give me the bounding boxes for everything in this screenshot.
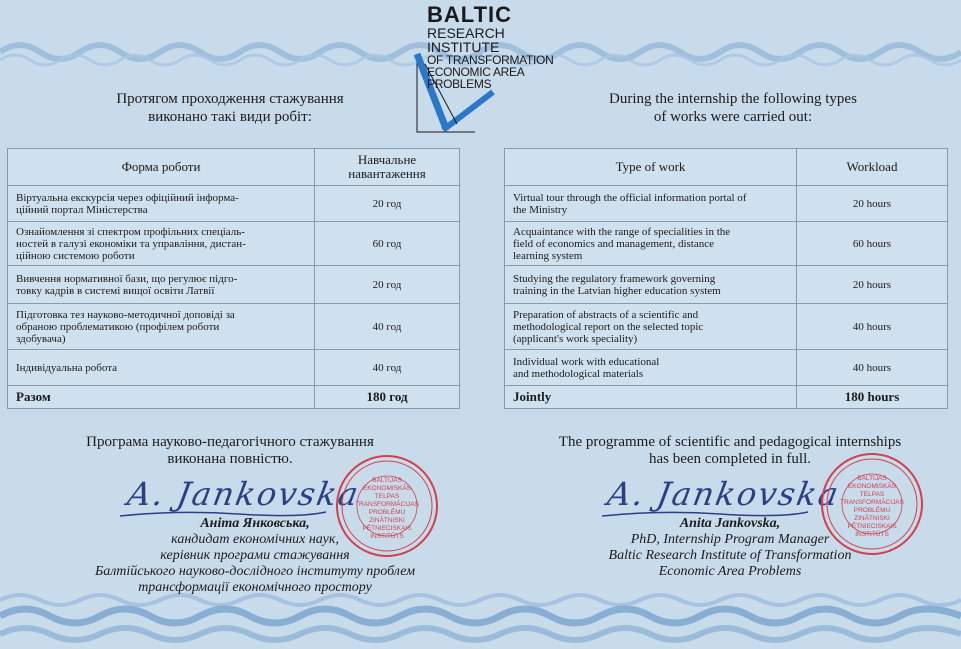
table-row — [505, 304, 948, 350]
left-closing-line-1: Програма науково-педагогічного стажування — [86, 434, 374, 450]
work-cell — [8, 222, 315, 266]
total-label: Разом — [8, 386, 315, 409]
work-cell — [505, 186, 797, 222]
left-closing-line-2: виконана повністю. — [167, 451, 293, 467]
left-works-table — [7, 148, 460, 409]
work-line: (applicant's work speciality) — [513, 332, 638, 345]
hours-cell: 20 hours — [797, 186, 948, 222]
hours-cell: 60 hours — [797, 222, 948, 266]
svg-text:ZINĀTNISKI: ZINĀTNISKI — [854, 515, 890, 522]
table-row — [505, 266, 948, 304]
work-line: Virtual tour through the official information portal of — [513, 191, 747, 204]
col-header-load: Workload — [797, 149, 948, 186]
svg-text:PROBLĒMU: PROBLĒMU — [368, 509, 406, 516]
work-cell — [8, 350, 315, 386]
left-signatory-line-2: керівник програми стажування — [160, 548, 350, 563]
work-cell — [505, 266, 797, 304]
total-label: Jointly — [505, 386, 797, 409]
work-line: training in the Latvian higher education system — [513, 284, 721, 297]
work-line: methodological report on the selected topic — [513, 320, 704, 333]
work-line: Підготовка тез науково-методичної доповіді за — [16, 308, 235, 321]
work-cell — [505, 222, 797, 266]
work-line: Віртуальна екскурсія через офіційний інформа- — [16, 191, 239, 204]
work-line: здобувача) — [16, 332, 66, 345]
col-header-load — [315, 149, 460, 186]
work-line: field of economics and management, distance — [513, 237, 714, 250]
left-heading-line-1: Протягом проходження стажування — [116, 91, 344, 107]
svg-text:TELPAS: TELPAS — [374, 493, 400, 500]
total-value: 180 hours — [797, 386, 948, 409]
svg-text:PROBLĒMU: PROBLĒMU — [853, 507, 891, 514]
right-heading — [548, 90, 918, 126]
logo-line-3: INSTITUTE — [427, 39, 500, 55]
logo-line-1: BALTIC — [427, 2, 513, 27]
table-header-row — [8, 149, 460, 186]
work-line: Acquaintance with the range of specialities in the — [513, 225, 731, 238]
institute-logo — [405, 4, 555, 136]
right-handwritten-signature: A. Jankovska — [604, 475, 843, 513]
right-signatory-line-1: PhD, Internship Program Manager — [630, 532, 830, 547]
work-line: and methodological materials — [513, 367, 644, 380]
total-row — [505, 386, 948, 409]
table-row — [8, 266, 460, 304]
right-signatory-line-2: Baltic Research Institute of Transformation — [608, 548, 852, 563]
right-signatory-line-3: Economic Area Problems — [658, 564, 802, 579]
work-line: Ознайомлення зі спектром профільних спеціаль- — [16, 225, 245, 238]
left-institute-stamp — [333, 452, 441, 560]
work-line: the Ministry — [513, 203, 568, 216]
table-row — [8, 350, 460, 386]
svg-text:BALTIJAS: BALTIJAS — [857, 475, 887, 482]
right-closing-line-2: has been completed in full. — [648, 451, 812, 467]
work-line: Вивчення нормативної бази, що регулює підго- — [16, 272, 238, 285]
hours-cell: 40 год — [315, 304, 460, 350]
svg-text:PĒTNIECISKAIS: PĒTNIECISKAIS — [847, 523, 897, 530]
hours-cell: 40 hours — [797, 350, 948, 386]
work-line: learning system — [513, 249, 583, 262]
work-line: товку кадрів в системі вищої освіти Латвії — [16, 284, 215, 297]
work-line: ційний портал Міністерства — [16, 203, 148, 216]
right-works-table — [504, 148, 948, 409]
hours-cell: 20 год — [315, 266, 460, 304]
left-heading-line-2: виконано такі види робіт: — [148, 109, 312, 125]
work-line: Preparation of abstracts of a scientific and — [513, 308, 699, 321]
left-signatory-name: Аніта Янковська, — [200, 516, 310, 531]
svg-text:PĒTNIECISKAIS: PĒTNIECISKAIS — [362, 525, 412, 532]
hours-cell: 20 hours — [797, 266, 948, 304]
total-row — [8, 386, 460, 409]
left-signatory-line-1: кандидат економічних наук, — [171, 532, 339, 547]
table-row — [505, 222, 948, 266]
col-header-work: Type of work — [505, 149, 797, 186]
svg-text:TRANSFORMĀCIJAS: TRANSFORMĀCIJAS — [840, 499, 904, 506]
logo-line-2: RESEARCH — [427, 25, 505, 41]
hours-cell: 20 год — [315, 186, 460, 222]
hours-cell: 40 hours — [797, 304, 948, 350]
table-row — [8, 222, 460, 266]
right-heading-line-2: of works were carried out: — [653, 109, 813, 125]
right-closing-line-1: The programme of scientific and pedagogical internships — [558, 434, 902, 450]
work-cell — [505, 350, 797, 386]
svg-text:EKONOMISKĀS: EKONOMISKĀS — [362, 485, 412, 492]
work-cell — [8, 186, 315, 222]
table-row — [505, 350, 948, 386]
left-heading — [40, 90, 420, 126]
left-handwritten-signature: A. Jankovska — [124, 475, 363, 513]
svg-text:TRANSFORMĀCIJAS: TRANSFORMĀCIJAS — [355, 501, 419, 508]
svg-text:TELPAS: TELPAS — [859, 491, 885, 498]
total-value: 180 год — [315, 386, 460, 409]
svg-text:BALTIJAS: BALTIJAS — [372, 477, 402, 484]
svg-text:INSTITŪTS: INSTITŪTS — [855, 531, 889, 538]
right-signatory-name: Anita Jankovska, — [679, 516, 781, 531]
bottom-wave-ornament — [0, 590, 961, 649]
work-line: обраною проблематикою (профілем роботи — [16, 320, 220, 333]
col-header-work: Форма роботи — [8, 149, 315, 186]
right-institute-stamp — [818, 450, 926, 558]
svg-text:INSTITŪTS: INSTITŪTS — [370, 533, 404, 540]
work-line: ційною системою роботи — [16, 249, 135, 262]
logo-line-5: ECONOMIC AREA — [427, 65, 525, 79]
col-header-load-line-1: Навчальне — [357, 152, 417, 167]
left-signatory-line-4: трансформації економічного простору — [138, 580, 372, 595]
right-heading-line-1: During the internship the following types — [609, 91, 857, 107]
table-header-row — [505, 149, 948, 186]
hours-cell: 40 год — [315, 350, 460, 386]
table-row — [505, 186, 948, 222]
svg-text:EKONOMISKĀS: EKONOMISKĀS — [847, 483, 897, 490]
work-cell — [505, 304, 797, 350]
work-cell — [8, 266, 315, 304]
work-line: Studying the regulatory framework governing — [513, 272, 716, 285]
logo-line-4: OF TRANSFORMATION — [427, 53, 554, 67]
hours-cell: 60 год — [315, 222, 460, 266]
table-row — [8, 304, 460, 350]
work-cell — [8, 304, 315, 350]
svg-text:ZINĀTNISKI: ZINĀTNISKI — [369, 517, 405, 524]
work-line: Individual work with educational — [513, 355, 660, 368]
table-row — [8, 186, 460, 222]
work-line: Індивідуальна робота — [16, 361, 118, 374]
left-signatory-line-3: Балтійського науково-дослідного інституту проблем — [94, 564, 416, 579]
logo-line-6: PROBLEMS — [427, 77, 492, 91]
col-header-load-line-2: навантаження — [348, 166, 426, 181]
work-line: ностей в галузі економіки та управління, дистан- — [16, 237, 246, 250]
